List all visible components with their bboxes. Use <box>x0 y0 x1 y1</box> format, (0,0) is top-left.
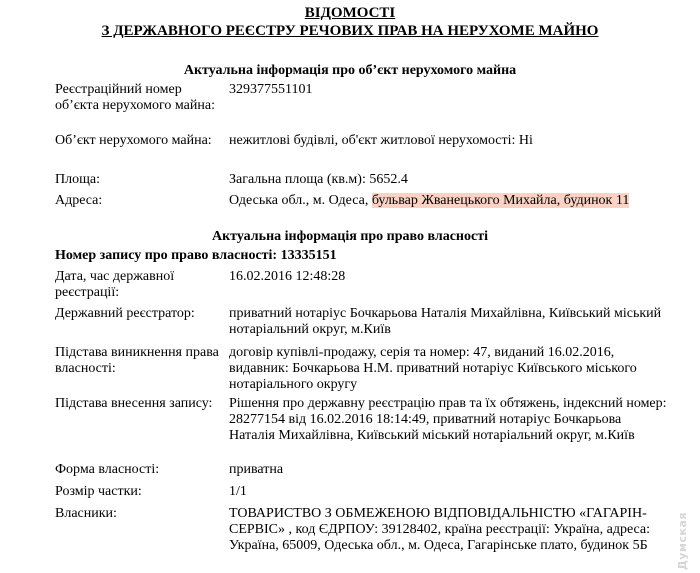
value-registration-number: 329377551101 <box>229 82 313 97</box>
label-ownership-form: Форма власності: <box>55 462 160 477</box>
value-owners: ТОВАРИСТВО З ОБМЕЖЕНОЮ ВІДПОВІДАЛЬНІСТЮ «ГАГАРІН-СЕРВІС» , код ЄДРПОУ: 39128402, країна реєстрації: Україна, адреса: Україна, 65009, Одеська обл., м. Одеса, Гагарінське плато, будинок 5Б <box>229 506 650 553</box>
label-address: Адреса: <box>55 193 103 208</box>
label-ownership-basis: Підстава виникнення права власності: <box>55 345 219 376</box>
label-property-object: Об’єкт нерухомого майна: <box>55 133 212 148</box>
label-registration-date: Дата, час державної реєстрації: <box>55 269 175 300</box>
value-share-size: 1/1 <box>229 484 247 499</box>
document-title: ВІДОМОСТІ <box>304 5 396 21</box>
value-property-object: нежитлові будівлі, об'єкт житлової нерухомості: Ні <box>229 133 533 148</box>
address-region-city: Одеська обл., м. Одеса, <box>229 193 372 208</box>
value-ownership-form: приватна <box>229 462 284 477</box>
label-record-basis: Підстава внесення запису: <box>55 396 213 411</box>
label-area: Площа: <box>55 172 100 187</box>
watermark-logo: Думская <box>676 512 689 570</box>
document-subtitle: З ДЕРЖАВНОГО РЕЄСТРУ РЕЧОВИХ ПРАВ НА НЕРУХОМЕ МАЙНО <box>101 23 599 39</box>
ownership-record-number: Номер запису про право власності: 13335151 <box>55 248 337 263</box>
value-address <box>229 193 669 209</box>
label-state-registrar: Державний реєстратор: <box>55 306 195 321</box>
address-street-highlight: бульвар Жванецького Михайла, будинок 11 <box>371 193 630 208</box>
ownership-section-heading: Актуальна інформація про право власності <box>212 229 488 244</box>
value-record-basis: Рішення про державну реєстрацію прав та їх обтяжень, індексний номер: 28277154 від 16.02.2016 18:14:49, приватний нотаріус Бочкарьова Наталія Михайлівна, Київський міський нотаріальний округ, м.Київ <box>229 396 667 443</box>
value-state-registrar: приватний нотаріус Бочкарьова Наталія Михайлівна, Київський міський нотаріальний округ, м.Київ <box>229 306 662 337</box>
label-registration-number: Реєстраційний номер об’єкта нерухомого майна: <box>55 82 215 113</box>
value-registration-date: 16.02.2016 12:48:28 <box>229 269 346 284</box>
label-owners: Власники: <box>55 506 117 521</box>
value-area: Загальна площа (кв.м): 5652.4 <box>229 172 408 187</box>
object-section-heading: Актуальна інформація про об’єкт нерухомого майна <box>183 63 517 78</box>
label-share-size: Розмір частки: <box>55 484 142 499</box>
value-ownership-basis: договір купівлі-продажу, серія та номер: 47, виданий 16.02.2016, видавник: Бочкарьова Н.М. приватний нотаріус Київського міського нотаріального округу <box>229 345 637 392</box>
